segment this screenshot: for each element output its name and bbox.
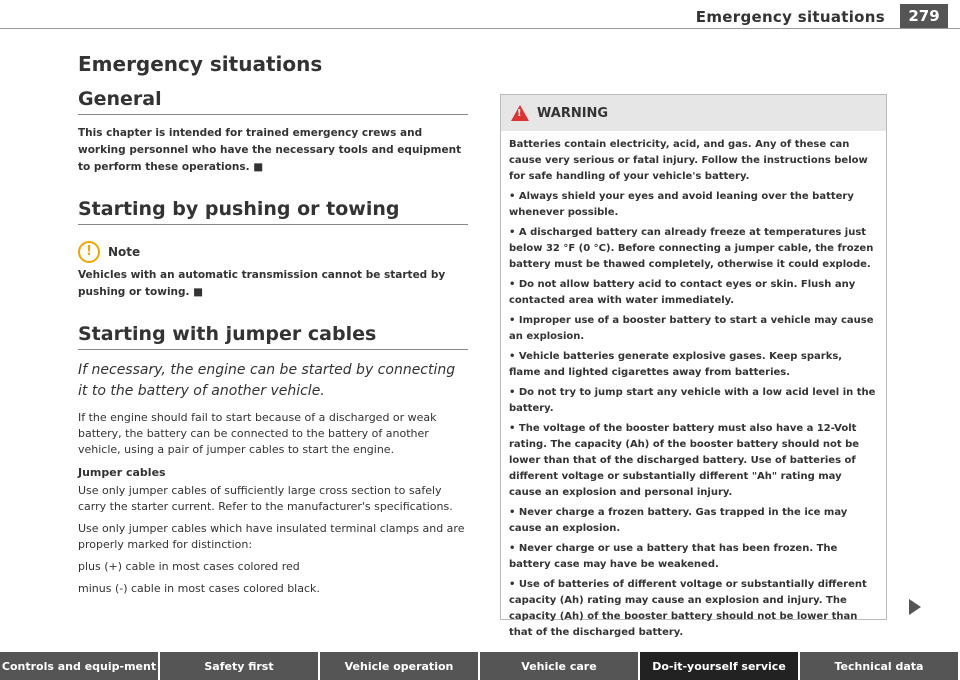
warning-bullet: • Use of batteries of different voltage or substantially different capacity (Ah) rating may cause an explosion and injury. The capacity (Ah) of the booster battery should not be lower than that of the discharged battery. [509,577,876,641]
warning-intro: Batteries contain electricity, acid, and gas. Any of these can cause very serious or fatal injury. Follow the instructions below for safe handling of your vehicle's battery. [509,139,868,182]
footer-tab-vehicle-care[interactable]: Vehicle care [480,652,638,680]
warning-body [501,131,886,641]
header-rule [0,28,960,29]
note-icon: ! [78,241,100,263]
chapter-title: Emergency situations [78,52,323,76]
page-number: 279 [900,4,948,28]
section-jumper: Starting with jumper cables [78,323,468,350]
footer-tab-safety[interactable]: Safety first [160,652,318,680]
minus-cable-line: minus (-) cable in most cases colored black. [78,582,320,595]
jumper-cables-heading: Jumper cables [78,466,166,479]
left-column [78,48,468,603]
footer-nav [0,652,960,680]
plus-cable-line: plus (+) cable in most cases colored red [78,560,300,573]
warning-bullet: • Never charge or use a battery that has been frozen. The battery case may have be weakened. [509,541,876,573]
warning-label: WARNING [537,105,609,121]
footer-tab-diy-service[interactable]: Do-it-yourself service [640,652,798,680]
footer-tab-technical-data[interactable]: Technical data [800,652,958,680]
warning-bullet: • Vehicle batteries generate explosive gases. Keep sparks, flame and lighted cigarettes away from batteries. [509,349,876,381]
section-pushing: Starting by pushing or towing [78,198,468,225]
general-text: This chapter is intended for trained emergency crews and working personnel who have the necessary tools and equipment to perform these operations. ■ [78,127,462,173]
footer-tab-vehicle-operation[interactable]: Vehicle operation [320,652,478,680]
warning-bullet: • Improper use of a booster battery to start a vehicle may cause an explosion. [509,313,876,345]
warning-bullet: • Do not allow battery acid to contact eyes or skin. Flush any contacted area with water immediately. [509,277,876,309]
warning-triangle-icon: ! [511,105,529,121]
warning-bullet: • Do not try to jump start any vehicle with a low acid level in the battery. [509,385,876,417]
paragraph-2: Use only jumper cables of sufficiently large cross section to safely carry the starter current. Refer to the manufacturer's specifications. [78,484,453,513]
warning-bullet: • The voltage of the booster battery must also have a 12-Volt rating. The capacity (Ah) of the booster battery should not be lower than that of the discharged battery. Use of batteries of different voltage or substantially different "Ah" rating may cause an explosion and personal injury. [509,421,876,501]
warning-header [501,95,886,131]
note-header [78,241,468,263]
section-general: General [78,88,468,115]
warning-bullet: • A discharged battery can already freeze at temperatures just below 32 °F (0 °C). Before connecting a jumper cable, the frozen battery must be thawed completely, otherwise it could explode. [509,225,876,273]
running-title: Emergency situations [695,8,885,26]
continue-arrow-icon [909,599,921,615]
footer-tab-controls[interactable]: Controls and equip-ment [0,652,158,680]
warning-box [500,94,887,638]
note-text: Vehicles with an automatic transmission cannot be started by pushing or towing. ■ [78,269,446,298]
paragraph-3: Use only jumper cables which have insulated terminal clamps and are properly marked for distinction: [78,522,465,551]
warning-bullet: • Always shield your eyes and avoid leaning over the battery whenever possible. [509,189,876,221]
note-label: Note [108,245,141,259]
warning-bullet: • Never charge a frozen battery. Gas trapped in the ice may cause an explosion. [509,505,876,537]
paragraph-1: If the engine should fail to start because of a discharged or weak battery, the battery can be connected to the battery of another vehicle, using a pair of jumper cables to start the engine. [78,411,437,456]
lead-text: If necessary, the engine can be started by connecting it to the battery of another vehicle. [78,362,456,399]
